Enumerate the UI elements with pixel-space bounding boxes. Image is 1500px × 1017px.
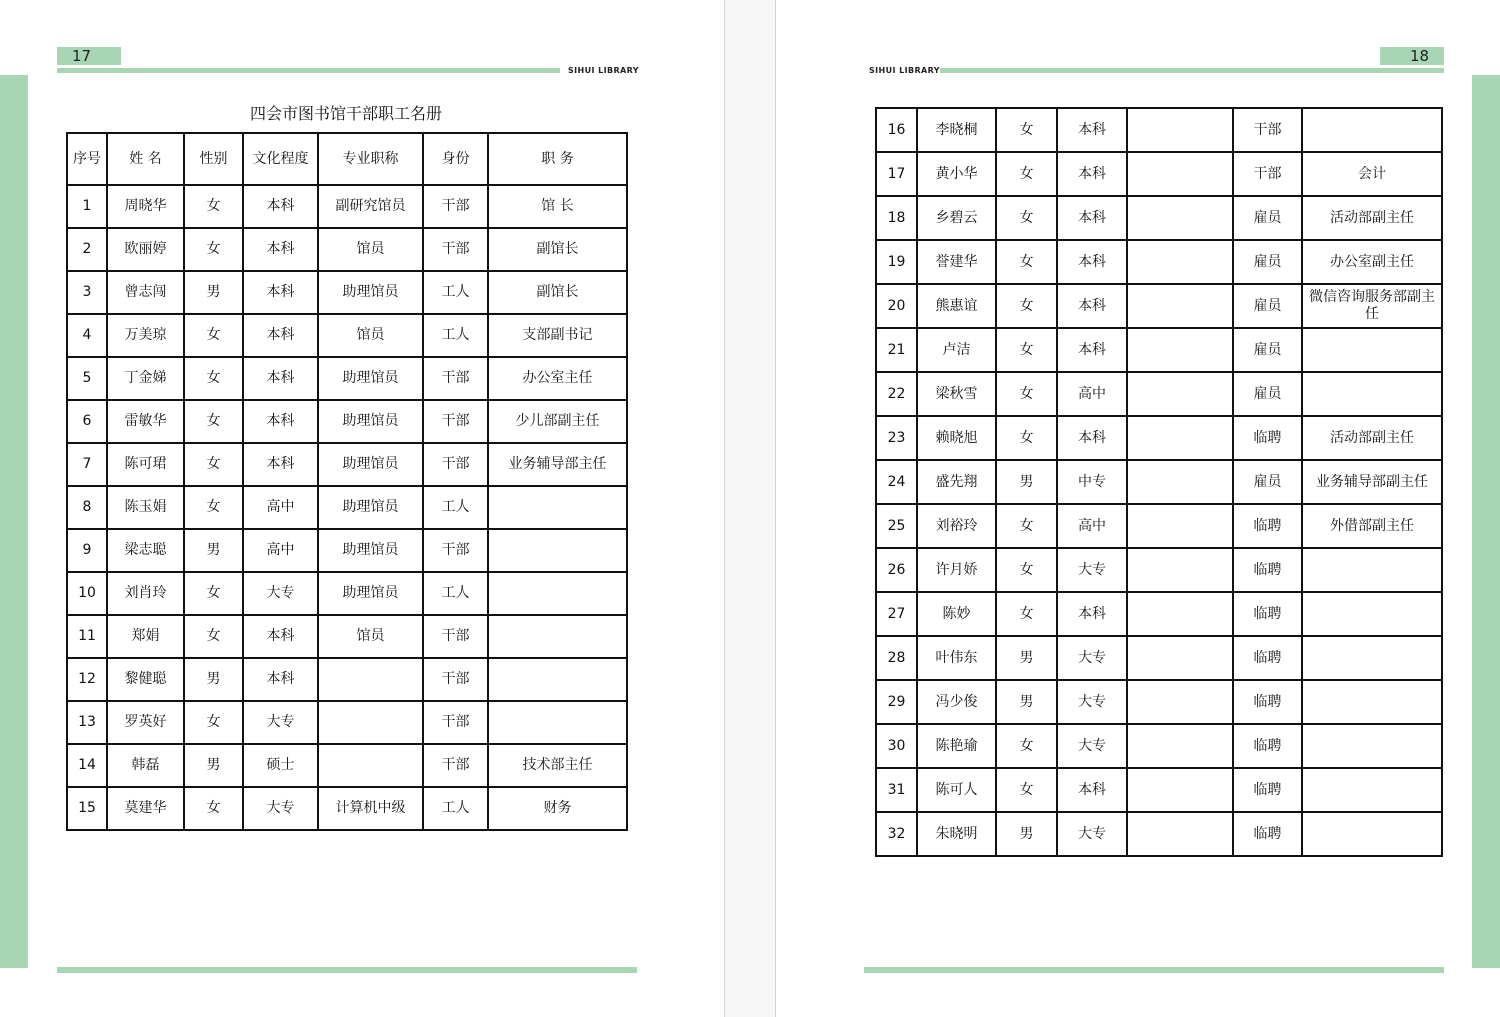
gender-cell: 女 [996, 328, 1057, 372]
identity-cell: 临聘 [1233, 504, 1302, 548]
staff-table-right [875, 107, 1443, 857]
name-cell: 朱晓明 [917, 812, 996, 856]
position-cell: 副馆长 [488, 228, 627, 271]
education-cell: 本科 [243, 357, 318, 400]
page-number-right: 18 [1410, 47, 1430, 65]
position-cell: 馆 长 [488, 185, 627, 228]
name-cell: 丁金娣 [107, 357, 184, 400]
identity-cell: 干部 [423, 357, 488, 400]
identity-cell: 雇员 [1233, 372, 1302, 416]
title-cell [1127, 768, 1233, 812]
title-cell [1127, 240, 1233, 284]
name-cell: 许月娇 [917, 548, 996, 592]
title-cell: 馆员 [318, 228, 423, 271]
education-cell: 大专 [243, 572, 318, 615]
seq-cell: 11 [67, 615, 107, 658]
position-cell [488, 701, 627, 744]
title-cell [318, 658, 423, 701]
title-cell [1127, 108, 1233, 152]
gender-cell: 女 [996, 416, 1057, 460]
table-row [67, 357, 627, 400]
position-cell: 业务辅导部主任 [488, 443, 627, 486]
gender-cell: 女 [184, 787, 243, 830]
table-row [876, 372, 1442, 416]
name-cell: 莫建华 [107, 787, 184, 830]
position-cell [1302, 768, 1442, 812]
identity-cell: 临聘 [1233, 812, 1302, 856]
title-cell [1127, 592, 1233, 636]
identity-cell: 雇员 [1233, 460, 1302, 504]
header-identity: 身份 [423, 133, 488, 185]
seq-cell: 12 [67, 658, 107, 701]
seq-cell: 10 [67, 572, 107, 615]
position-cell [1302, 548, 1442, 592]
identity-cell: 干部 [423, 529, 488, 572]
identity-cell: 干部 [1233, 152, 1302, 196]
position-cell: 办公室副主任 [1302, 240, 1442, 284]
bottom-rule-right [864, 967, 1444, 973]
seq-cell: 6 [67, 400, 107, 443]
gender-cell: 女 [184, 615, 243, 658]
table-row [876, 152, 1442, 196]
position-cell [1302, 680, 1442, 724]
gender-cell: 女 [996, 240, 1057, 284]
position-cell [1302, 636, 1442, 680]
table-row [67, 271, 627, 314]
name-cell: 乡碧云 [917, 196, 996, 240]
name-cell: 李晓桐 [917, 108, 996, 152]
seq-cell: 29 [876, 680, 917, 724]
position-cell [488, 615, 627, 658]
education-cell: 本科 [1057, 328, 1127, 372]
header-title: 专业职称 [318, 133, 423, 185]
seq-cell: 19 [876, 240, 917, 284]
title-cell: 助理馆员 [318, 443, 423, 486]
table-row [67, 185, 627, 228]
position-cell: 副馆长 [488, 271, 627, 314]
title-cell [1127, 636, 1233, 680]
name-cell: 盛先翔 [917, 460, 996, 504]
identity-cell: 干部 [423, 658, 488, 701]
table-row [67, 529, 627, 572]
position-cell: 财务 [488, 787, 627, 830]
gender-cell: 女 [996, 548, 1057, 592]
name-cell: 梁志聪 [107, 529, 184, 572]
education-cell: 中专 [1057, 460, 1127, 504]
gender-cell: 女 [184, 314, 243, 357]
title-cell [1127, 680, 1233, 724]
education-cell: 高中 [243, 486, 318, 529]
education-cell: 本科 [243, 400, 318, 443]
seq-cell: 7 [67, 443, 107, 486]
seq-cell: 5 [67, 357, 107, 400]
education-cell: 本科 [243, 443, 318, 486]
title-cell [1127, 416, 1233, 460]
gender-cell: 男 [184, 658, 243, 701]
gender-cell: 男 [996, 636, 1057, 680]
fold-line-left [724, 0, 725, 1017]
document-title: 四会市图书馆干部职工名册 [249, 104, 442, 123]
header-name: 姓 名 [107, 133, 184, 185]
position-cell [488, 658, 627, 701]
seq-cell: 32 [876, 812, 917, 856]
title-cell [318, 744, 423, 787]
seq-cell: 18 [876, 196, 917, 240]
education-cell: 本科 [1057, 416, 1127, 460]
gender-cell: 男 [184, 744, 243, 787]
identity-cell: 雇员 [1233, 284, 1302, 328]
staff-table-left [66, 132, 628, 831]
name-cell: 熊惠谊 [917, 284, 996, 328]
gender-cell: 女 [184, 228, 243, 271]
running-head-left: SIHUI LIBRARY [568, 66, 639, 75]
title-cell: 助理馆员 [318, 271, 423, 314]
table-row [876, 592, 1442, 636]
title-cell [1127, 724, 1233, 768]
right-side-bar [1472, 75, 1500, 968]
table-row [876, 636, 1442, 680]
table-row [876, 108, 1442, 152]
position-cell: 活动部副主任 [1302, 196, 1442, 240]
title-cell: 助理馆员 [318, 486, 423, 529]
seq-cell: 27 [876, 592, 917, 636]
education-cell: 大专 [1057, 548, 1127, 592]
seq-cell: 13 [67, 701, 107, 744]
position-cell: 技术部主任 [488, 744, 627, 787]
seq-cell: 15 [67, 787, 107, 830]
identity-cell: 雇员 [1233, 240, 1302, 284]
gender-cell: 女 [996, 152, 1057, 196]
gender-cell: 女 [184, 572, 243, 615]
table-row [67, 443, 627, 486]
table-row [67, 314, 627, 357]
education-cell: 本科 [1057, 240, 1127, 284]
gender-cell: 女 [184, 357, 243, 400]
gender-cell: 女 [184, 185, 243, 228]
gender-cell: 女 [184, 486, 243, 529]
name-cell: 陈艳瑜 [917, 724, 996, 768]
title-cell [1127, 284, 1233, 328]
position-cell: 支部副书记 [488, 314, 627, 357]
education-cell: 大专 [1057, 724, 1127, 768]
table-row [876, 768, 1442, 812]
education-cell: 大专 [1057, 636, 1127, 680]
name-cell: 刘肖玲 [107, 572, 184, 615]
gender-cell: 女 [996, 108, 1057, 152]
table-row [67, 615, 627, 658]
table-row [67, 228, 627, 271]
top-rule-right [940, 68, 1444, 73]
title-cell [1127, 372, 1233, 416]
education-cell: 大专 [243, 787, 318, 830]
education-cell: 本科 [243, 271, 318, 314]
book-gutter [724, 0, 776, 1017]
seq-cell: 21 [876, 328, 917, 372]
seq-cell: 3 [67, 271, 107, 314]
identity-cell: 临聘 [1233, 768, 1302, 812]
identity-cell: 雇员 [1233, 328, 1302, 372]
gender-cell: 女 [996, 768, 1057, 812]
education-cell: 硕士 [243, 744, 318, 787]
page-number-left: 17 [72, 47, 92, 65]
title-cell [1127, 460, 1233, 504]
name-cell: 陈可人 [917, 768, 996, 812]
position-cell [488, 529, 627, 572]
name-cell: 周晓华 [107, 185, 184, 228]
title-cell [1127, 504, 1233, 548]
identity-cell: 临聘 [1233, 548, 1302, 592]
table-row [876, 460, 1442, 504]
position-cell: 外借部副主任 [1302, 504, 1442, 548]
education-cell: 本科 [1057, 768, 1127, 812]
education-cell: 本科 [1057, 108, 1127, 152]
table-row [876, 548, 1442, 592]
table-row [67, 787, 627, 830]
identity-cell: 干部 [423, 400, 488, 443]
name-cell: 黄小华 [917, 152, 996, 196]
seq-cell: 23 [876, 416, 917, 460]
name-cell: 刘裕玲 [917, 504, 996, 548]
identity-cell: 雇员 [1233, 196, 1302, 240]
name-cell: 韩磊 [107, 744, 184, 787]
table-row [876, 284, 1442, 328]
position-cell [1302, 328, 1442, 372]
seq-cell: 8 [67, 486, 107, 529]
table-row [876, 416, 1442, 460]
name-cell: 陈可珺 [107, 443, 184, 486]
title-cell: 助理馆员 [318, 529, 423, 572]
table-row [876, 724, 1442, 768]
gender-cell: 男 [996, 460, 1057, 504]
gender-cell: 男 [184, 529, 243, 572]
seq-cell: 17 [876, 152, 917, 196]
title-cell: 副研究馆员 [318, 185, 423, 228]
education-cell: 本科 [1057, 152, 1127, 196]
title-cell: 馆员 [318, 314, 423, 357]
left-page [0, 0, 724, 1017]
identity-cell: 临聘 [1233, 636, 1302, 680]
table-row [67, 400, 627, 443]
running-head-right: SIHUI LIBRARY [869, 66, 940, 75]
seq-cell: 24 [876, 460, 917, 504]
position-cell: 少儿部副主任 [488, 400, 627, 443]
name-cell: 黎健聪 [107, 658, 184, 701]
name-cell: 卢洁 [917, 328, 996, 372]
table-row [67, 486, 627, 529]
seq-cell: 16 [876, 108, 917, 152]
identity-cell: 工人 [423, 271, 488, 314]
position-cell: 业务辅导部副主任 [1302, 460, 1442, 504]
identity-cell: 临聘 [1233, 592, 1302, 636]
table-row [876, 240, 1442, 284]
education-cell: 大专 [1057, 680, 1127, 724]
table-row [67, 658, 627, 701]
position-cell: 办公室主任 [488, 357, 627, 400]
gender-cell: 男 [184, 271, 243, 314]
name-cell: 冯少俊 [917, 680, 996, 724]
name-cell: 陈妙 [917, 592, 996, 636]
title-cell: 计算机中级 [318, 787, 423, 830]
identity-cell: 临聘 [1233, 680, 1302, 724]
seq-cell: 30 [876, 724, 917, 768]
identity-cell: 干部 [423, 443, 488, 486]
identity-cell: 干部 [423, 744, 488, 787]
education-cell: 本科 [243, 658, 318, 701]
title-cell: 馆员 [318, 615, 423, 658]
gender-cell: 女 [996, 372, 1057, 416]
name-cell: 梁秋雪 [917, 372, 996, 416]
table-row [876, 812, 1442, 856]
table-row [876, 504, 1442, 548]
table-row [67, 701, 627, 744]
title-cell [1127, 196, 1233, 240]
education-cell: 高中 [1057, 372, 1127, 416]
education-cell: 高中 [1057, 504, 1127, 548]
name-cell: 赖晓旭 [917, 416, 996, 460]
education-cell: 本科 [243, 615, 318, 658]
name-cell: 欧丽婷 [107, 228, 184, 271]
identity-cell: 临聘 [1233, 724, 1302, 768]
table-header-row [67, 133, 627, 185]
education-cell: 本科 [1057, 592, 1127, 636]
identity-cell: 工人 [423, 572, 488, 615]
identity-cell: 干部 [1233, 108, 1302, 152]
identity-cell: 干部 [423, 615, 488, 658]
identity-cell: 工人 [423, 787, 488, 830]
seq-cell: 2 [67, 228, 107, 271]
position-cell [1302, 108, 1442, 152]
top-rule-left [57, 68, 560, 73]
title-cell [318, 701, 423, 744]
gender-cell: 女 [996, 592, 1057, 636]
header-gender: 性别 [184, 133, 243, 185]
seq-cell: 14 [67, 744, 107, 787]
position-cell: 微信咨询服务部副主任 [1302, 284, 1442, 328]
title-cell [1127, 812, 1233, 856]
table-row [876, 680, 1442, 724]
gender-cell: 女 [996, 196, 1057, 240]
title-cell [1127, 328, 1233, 372]
gender-cell: 女 [996, 504, 1057, 548]
position-cell [1302, 812, 1442, 856]
position-cell [488, 572, 627, 615]
header-education: 文化程度 [243, 133, 318, 185]
education-cell: 本科 [243, 185, 318, 228]
gender-cell: 男 [996, 680, 1057, 724]
title-cell [1127, 548, 1233, 592]
gender-cell: 女 [996, 284, 1057, 328]
name-cell: 陈玉娟 [107, 486, 184, 529]
table-row [67, 572, 627, 615]
seq-cell: 26 [876, 548, 917, 592]
gender-cell: 女 [184, 400, 243, 443]
position-cell [488, 486, 627, 529]
title-cell: 助理馆员 [318, 400, 423, 443]
left-side-bar [0, 75, 28, 968]
identity-cell: 干部 [423, 228, 488, 271]
bottom-rule-left [57, 967, 637, 973]
identity-cell: 临聘 [1233, 416, 1302, 460]
gender-cell: 女 [184, 443, 243, 486]
title-cell [1127, 152, 1233, 196]
identity-cell: 工人 [423, 486, 488, 529]
name-cell: 郑娟 [107, 615, 184, 658]
position-cell: 活动部副主任 [1302, 416, 1442, 460]
education-cell: 大专 [1057, 812, 1127, 856]
education-cell: 本科 [1057, 284, 1127, 328]
position-cell [1302, 372, 1442, 416]
gender-cell: 男 [996, 812, 1057, 856]
education-cell: 本科 [1057, 196, 1127, 240]
title-cell: 助理馆员 [318, 572, 423, 615]
gender-cell: 女 [184, 701, 243, 744]
title-cell: 助理馆员 [318, 357, 423, 400]
seq-cell: 31 [876, 768, 917, 812]
gender-cell: 女 [996, 724, 1057, 768]
seq-cell: 20 [876, 284, 917, 328]
seq-cell: 9 [67, 529, 107, 572]
identity-cell: 工人 [423, 314, 488, 357]
header-seq: 序号 [67, 133, 107, 185]
seq-cell: 28 [876, 636, 917, 680]
name-cell: 罗英好 [107, 701, 184, 744]
seq-cell: 1 [67, 185, 107, 228]
table-row [876, 196, 1442, 240]
identity-cell: 干部 [423, 185, 488, 228]
identity-cell: 干部 [423, 701, 488, 744]
name-cell: 曾志闯 [107, 271, 184, 314]
table-row [67, 744, 627, 787]
seq-cell: 22 [876, 372, 917, 416]
name-cell: 叶伟东 [917, 636, 996, 680]
education-cell: 大专 [243, 701, 318, 744]
education-cell: 高中 [243, 529, 318, 572]
header-position: 职 务 [488, 133, 627, 185]
education-cell: 本科 [243, 228, 318, 271]
seq-cell: 25 [876, 504, 917, 548]
education-cell: 本科 [243, 314, 318, 357]
name-cell: 万美琼 [107, 314, 184, 357]
name-cell: 雷敏华 [107, 400, 184, 443]
name-cell: 誉建华 [917, 240, 996, 284]
seq-cell: 4 [67, 314, 107, 357]
position-cell [1302, 724, 1442, 768]
position-cell [1302, 592, 1442, 636]
table-row [876, 328, 1442, 372]
position-cell: 会计 [1302, 152, 1442, 196]
